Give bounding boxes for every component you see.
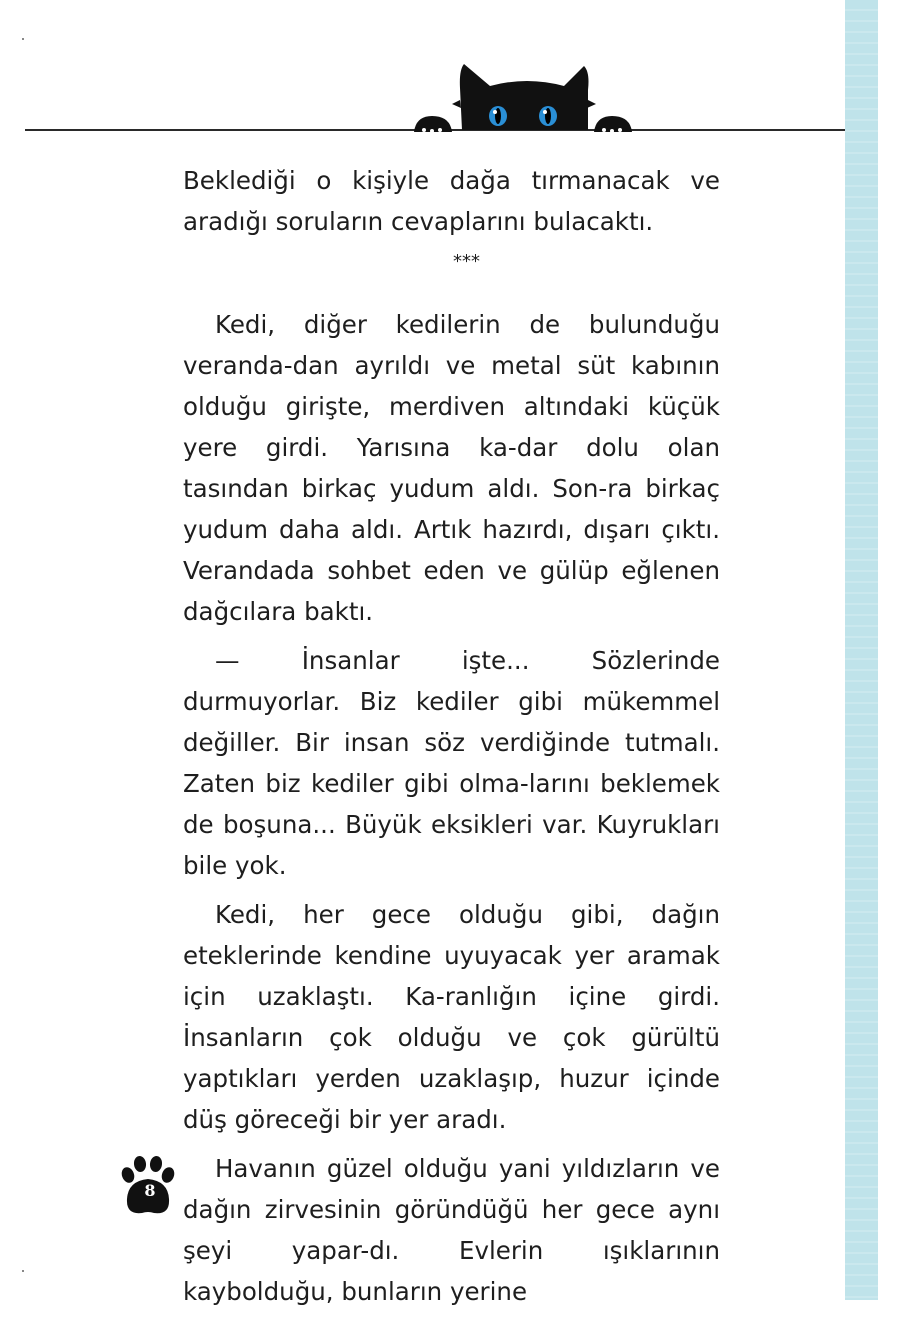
section-separator: *** bbox=[453, 251, 480, 272]
paragraph: Beklediği o kişiyle dağa tırmanacak ve aradığı soruların cevaplarını bulacaktı. bbox=[183, 166, 720, 236]
paragraph: Kedi, diğer kedilerin de bulunduğu veranda-dan ayrıldı ve metal süt kabının olduğu girişte, merdiven altındaki küçük yere girdi. Yarısına ka-dar dolu olan tasından birkaç yudum aldı. Son-ra birkaç yudum daha aldı. Artık hazırdı, dışarı çıktı. Verandada sohbet eden ve gülüp eğlenen dağcılara baktı. bbox=[183, 310, 720, 626]
peeking-black-cat-icon bbox=[412, 60, 642, 140]
paragraph: Havanın güzel olduğu yani yıldızların ve dağın zirvesinin göründüğü her gece aynı şeyi yapar-dı. Evlerin ışıklarının kaybolduğu, bunların yerine bbox=[183, 1154, 720, 1306]
body-text bbox=[183, 160, 720, 1320]
crop-mark bbox=[22, 1270, 24, 1272]
crop-mark bbox=[22, 38, 24, 40]
paragraph: — İnsanlar işte... Sözlerinde durmuyorlar. Biz kediler gibi mükemmel değiller. Bir insan söz verdiğinde tutmalı. Zaten biz kediler gibi olma-larını beklemek de boşuna... Büyük eksikleri var. Kuyrukları bile yok. bbox=[183, 646, 720, 880]
paragraph: Kedi, her gece olduğu gibi, dağın eteklerinde kendine uyuyacak yer aramak için uzaklaştı. Ka-ranlığın içine girdi. İnsanların çok olduğu ve çok gürültü yaptıkları yerden uzaklaşıp, huzur içinde düş göreceği bir yer aradı. bbox=[183, 900, 720, 1134]
page-edge-strip bbox=[845, 0, 878, 1300]
page-number: 8 bbox=[144, 1181, 156, 1200]
page-number-badge bbox=[118, 1155, 178, 1217]
